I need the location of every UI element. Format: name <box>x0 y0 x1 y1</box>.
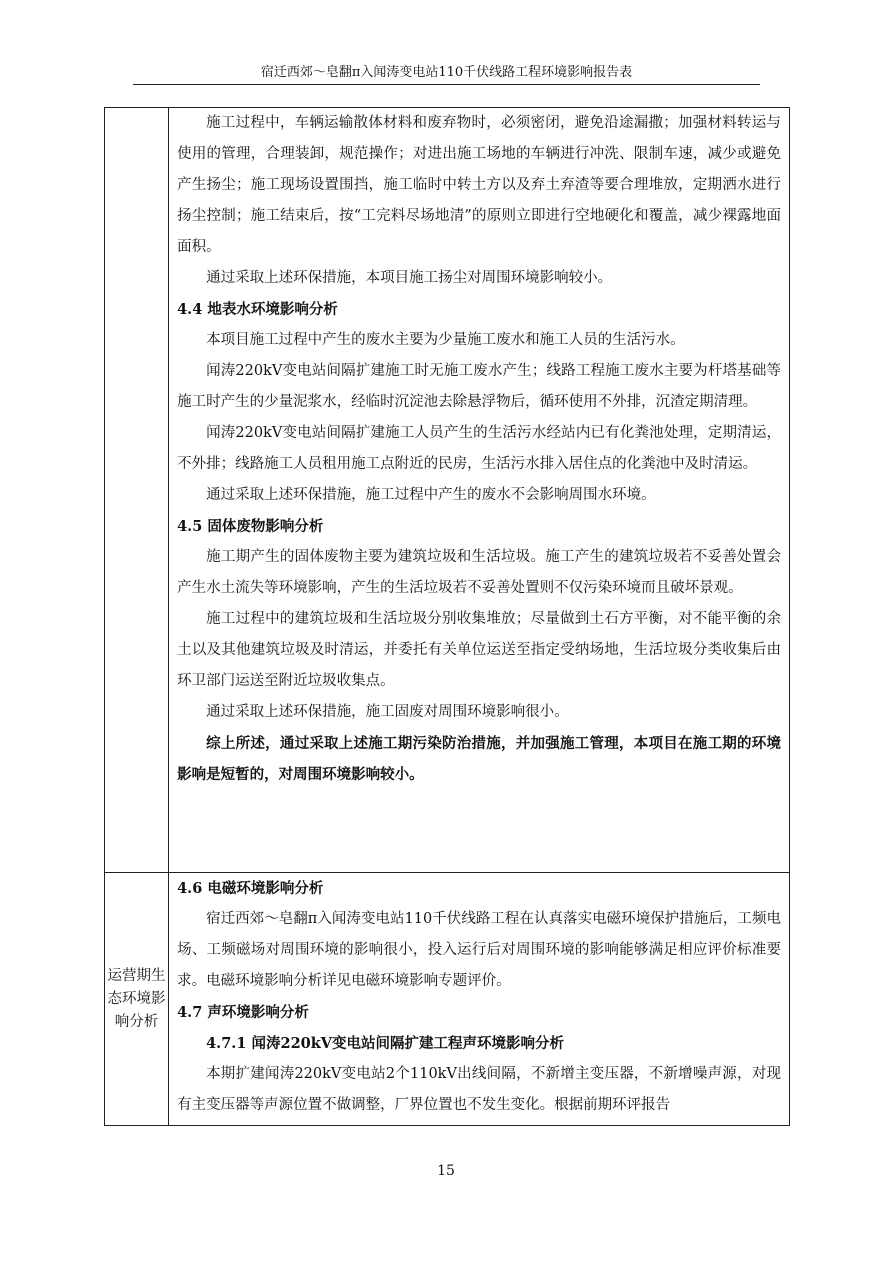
solid-paragraph-2: 施工过程中的建筑垃圾和生活垃圾分别收集堆放；尽量做到土石方平衡，对不能平衡的余土以及其他建筑垃圾及时清运，并委托有关单位运送至指定受纳场地，生活垃圾分类收集后由环卫部门运送至附近垃圾收集点。 <box>177 611 781 689</box>
em-paragraph-1: 宿迁西郊～皂翻π入闻涛变电站110千伏线路工程在认真落实电磁环境保护措施后，工频电场、工频磁场对周围环境的影响很小，投入运行后对周围环境的影响能够满足相应评价标准要求。电磁环境影响分析详见电磁环境影响专题评价。 <box>177 911 781 989</box>
noise-paragraph-1: 本期扩建闻涛220kV变电站2个110kV出线间隔，不新增主变压器，不新增噪声源，对现有主变压器等声源位置不做调整，厂界位置也不发生变化。根据前期环评报告 <box>177 1066 781 1113</box>
construction-row <box>105 108 790 873</box>
solid-paragraph-3: 通过采取上述环保措施，施工固废对周围环境影响很小。 <box>206 704 569 720</box>
section-heading-4-7-1: 4.7.1 闻涛220kV变电站间隔扩建工程声环境影响分析 <box>206 1035 565 1052</box>
water-paragraph-1: 本项目施工过程中产生的废水主要为少量施工废水和施工人员的生活污水。 <box>206 332 685 348</box>
operation-side-label: 运营期生态环境影响分析 <box>105 873 169 1126</box>
construction-content-cell <box>169 108 790 873</box>
page-header-title: 宿迁西郊～皂翻π入闻涛变电站110千伏线路工程环境影响报告表 <box>133 63 760 85</box>
construction-summary: 综上所述，通过采取上述施工期污染防治措施，并加强施工管理，本项目在施工期的环境影响是短暂的，对周围环境影响较小。 <box>177 735 781 783</box>
solid-paragraph-1: 施工期产生的固体废物主要为建筑垃圾和生活垃圾。施工产生的建筑垃圾若不妥善处置会产生水土流失等环境影响，产生的生活垃圾若不妥善处置则不仅污染环境而且破坏景观。 <box>177 549 781 596</box>
water-paragraph-4: 通过采取上述环保措施，施工过程中产生的废水不会影响周围水环境。 <box>206 487 656 503</box>
section-heading-4-5: 4.5 固体废物影响分析 <box>177 518 324 535</box>
operation-row <box>105 873 790 1126</box>
page-number: 15 <box>437 1163 455 1179</box>
dust-paragraph-2: 通过采取上述环保措施，本项目施工扬尘对周围环境影响较小。 <box>206 270 613 286</box>
water-paragraph-3: 闻涛220kV变电站间隔扩建施工人员产生的生活污水经站内已有化粪池处理，定期清运，不外排；线路施工人员租用施工点附近的民房，生活污水排入居住点的化粪池中及时清运。 <box>177 425 781 472</box>
section-heading-4-6: 4.6 电磁环境影响分析 <box>177 880 324 897</box>
operation-content-cell <box>169 873 790 1126</box>
construction-side-label <box>105 108 169 873</box>
dust-paragraph-1: 施工过程中，车辆运输散体材料和废弃物时，必须密闭，避免沿途漏撒；加强材料转运与使用的管理，合理装卸，规范操作；对进出施工场地的车辆进行冲洗、限制车速，减少或避免产生扬尘；施工现场设置围挡，施工临时中转土方以及弃土弃渣等要合理堆放，定期洒水进行扬尘控制；施工结束后，按“工完料尽场地清”的原则立即进行空地硬化和覆盖，减少裸露地面面积。 <box>177 115 781 255</box>
water-paragraph-2: 闻涛220kV变电站间隔扩建施工时无施工废水产生；线路工程施工废水主要为杆塔基础等施工时产生的少量泥浆水，经临时沉淀池去除悬浮物后，循环使用不外排，沉渣定期清理。 <box>177 363 781 410</box>
section-heading-4-4: 4.4 地表水环境影响分析 <box>177 301 338 318</box>
section-heading-4-7: 4.7 声环境影响分析 <box>177 1004 309 1021</box>
assessment-table <box>104 107 790 1126</box>
